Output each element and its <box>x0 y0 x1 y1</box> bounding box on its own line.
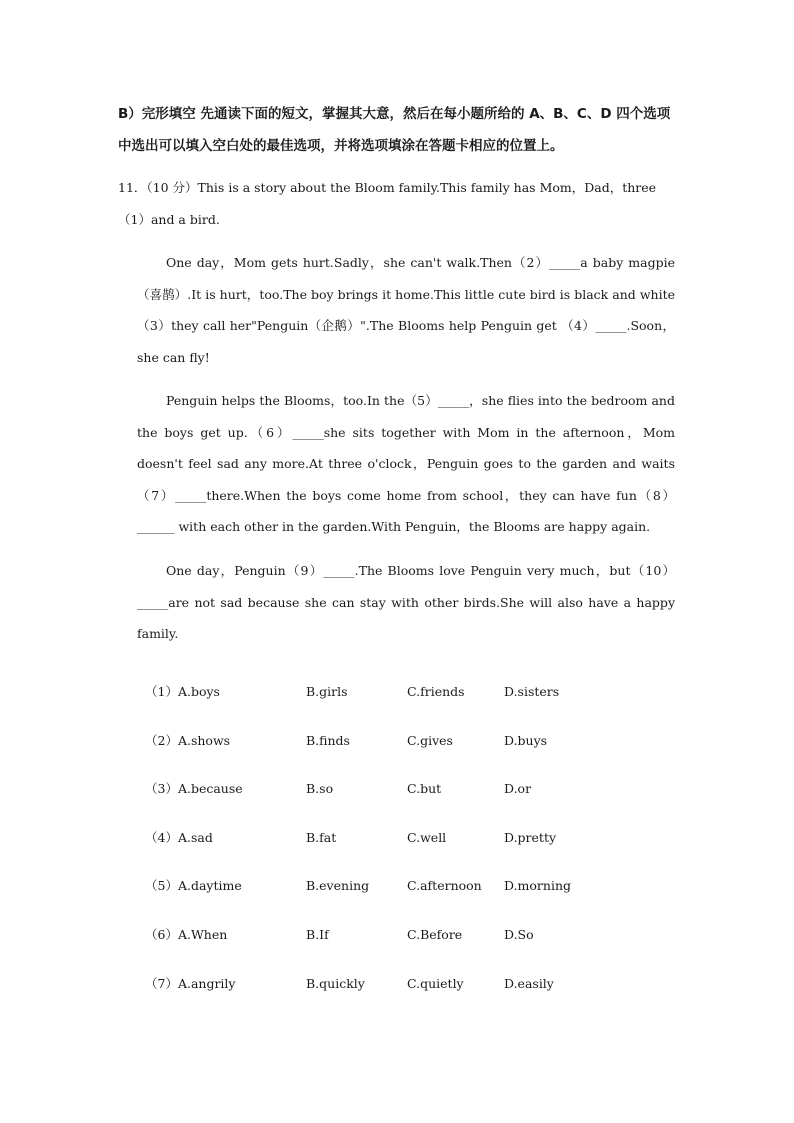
option-b: B.If <box>306 926 329 942</box>
option-c: C.quietly <box>407 975 464 991</box>
option-b: B.quickly <box>306 975 365 991</box>
option-a: （4）A.sad <box>145 829 213 845</box>
option-d: D.pretty <box>504 829 557 845</box>
option-row <box>145 919 645 968</box>
option-row <box>145 822 645 871</box>
option-a: （6）A.When <box>145 926 228 942</box>
option-b: B.so <box>306 781 334 797</box>
option-c: C.friends <box>407 684 465 699</box>
option-d: D.easily <box>504 975 554 991</box>
option-row <box>145 968 645 1017</box>
section-instructions: B）完形填空 先通读下面的短文，掌握其大意，然后在每小题所给的 A、B、C、D 四个选项中选出可以填入空白处的最佳选项，并将选项填涂在答题卡相应的位置上。 <box>118 106 671 154</box>
option-b: B.evening <box>306 878 370 894</box>
option-row <box>145 676 645 725</box>
option-d: D.or <box>504 781 532 797</box>
option-a: （1）A.boys <box>145 684 220 699</box>
option-a: （5）A.daytime <box>145 878 242 894</box>
option-row <box>145 870 645 919</box>
option-d: D.morning <box>504 878 572 894</box>
answer-options <box>145 676 645 1016</box>
option-a: （7）A.angrily <box>145 975 236 991</box>
question-intro <box>118 172 678 236</box>
passage-paragraph-2: Penguin helps the Blooms，too.In the（5）_____，she flies into the bedroom and the boys get up.（6）_____she sits together with Mom in the afternoon，Mom doesn't feel sad any more.At three o'clock，Penguin goes to the garden and waits （7）_____there.When the boys come home from school，they can have fun（8）______ with each other in the garden.With Penguin，the Blooms are happy again. <box>137 393 675 534</box>
question-number: 11．（10 分） <box>118 180 198 195</box>
option-c: C.afternoon <box>407 878 482 894</box>
option-d: D.buys <box>504 732 548 748</box>
option-b: B.fat <box>306 829 337 845</box>
option-c: C.but <box>407 781 442 797</box>
option-b: B.girls <box>306 684 348 699</box>
option-c: C.Before <box>407 926 463 942</box>
option-c: C.gives <box>407 732 453 748</box>
option-b: B.finds <box>306 732 350 748</box>
passage-paragraph-1: One day，Mom gets hurt.Sadly，she can't walk.Then（2）_____a baby magpie （喜鹊）.It is hurt，too.The boy brings it home.This little cute bird is black and white（3）they call her"Penguin（企鹅）".The Blooms help Penguin get （4）_____.Soon，she can fly! <box>137 255 675 365</box>
passage-paragraph-3: One day，Penguin（9）_____.The Blooms love Penguin very much，but（10）_____are not sad because she can stay with other birds.She will also have a happy family. <box>137 563 675 641</box>
question-intro-text: This is a story about the Bloom family.This family has Mom，Dad，three（1）and a bird. <box>118 180 657 227</box>
option-a: （2）A.shows <box>145 732 231 748</box>
option-d: D.sisters <box>504 684 560 699</box>
option-c: C.well <box>407 829 447 845</box>
option-d: D.So <box>504 926 534 942</box>
option-row <box>145 725 645 774</box>
option-row <box>145 773 645 822</box>
option-a: （3）A.because <box>145 781 243 797</box>
